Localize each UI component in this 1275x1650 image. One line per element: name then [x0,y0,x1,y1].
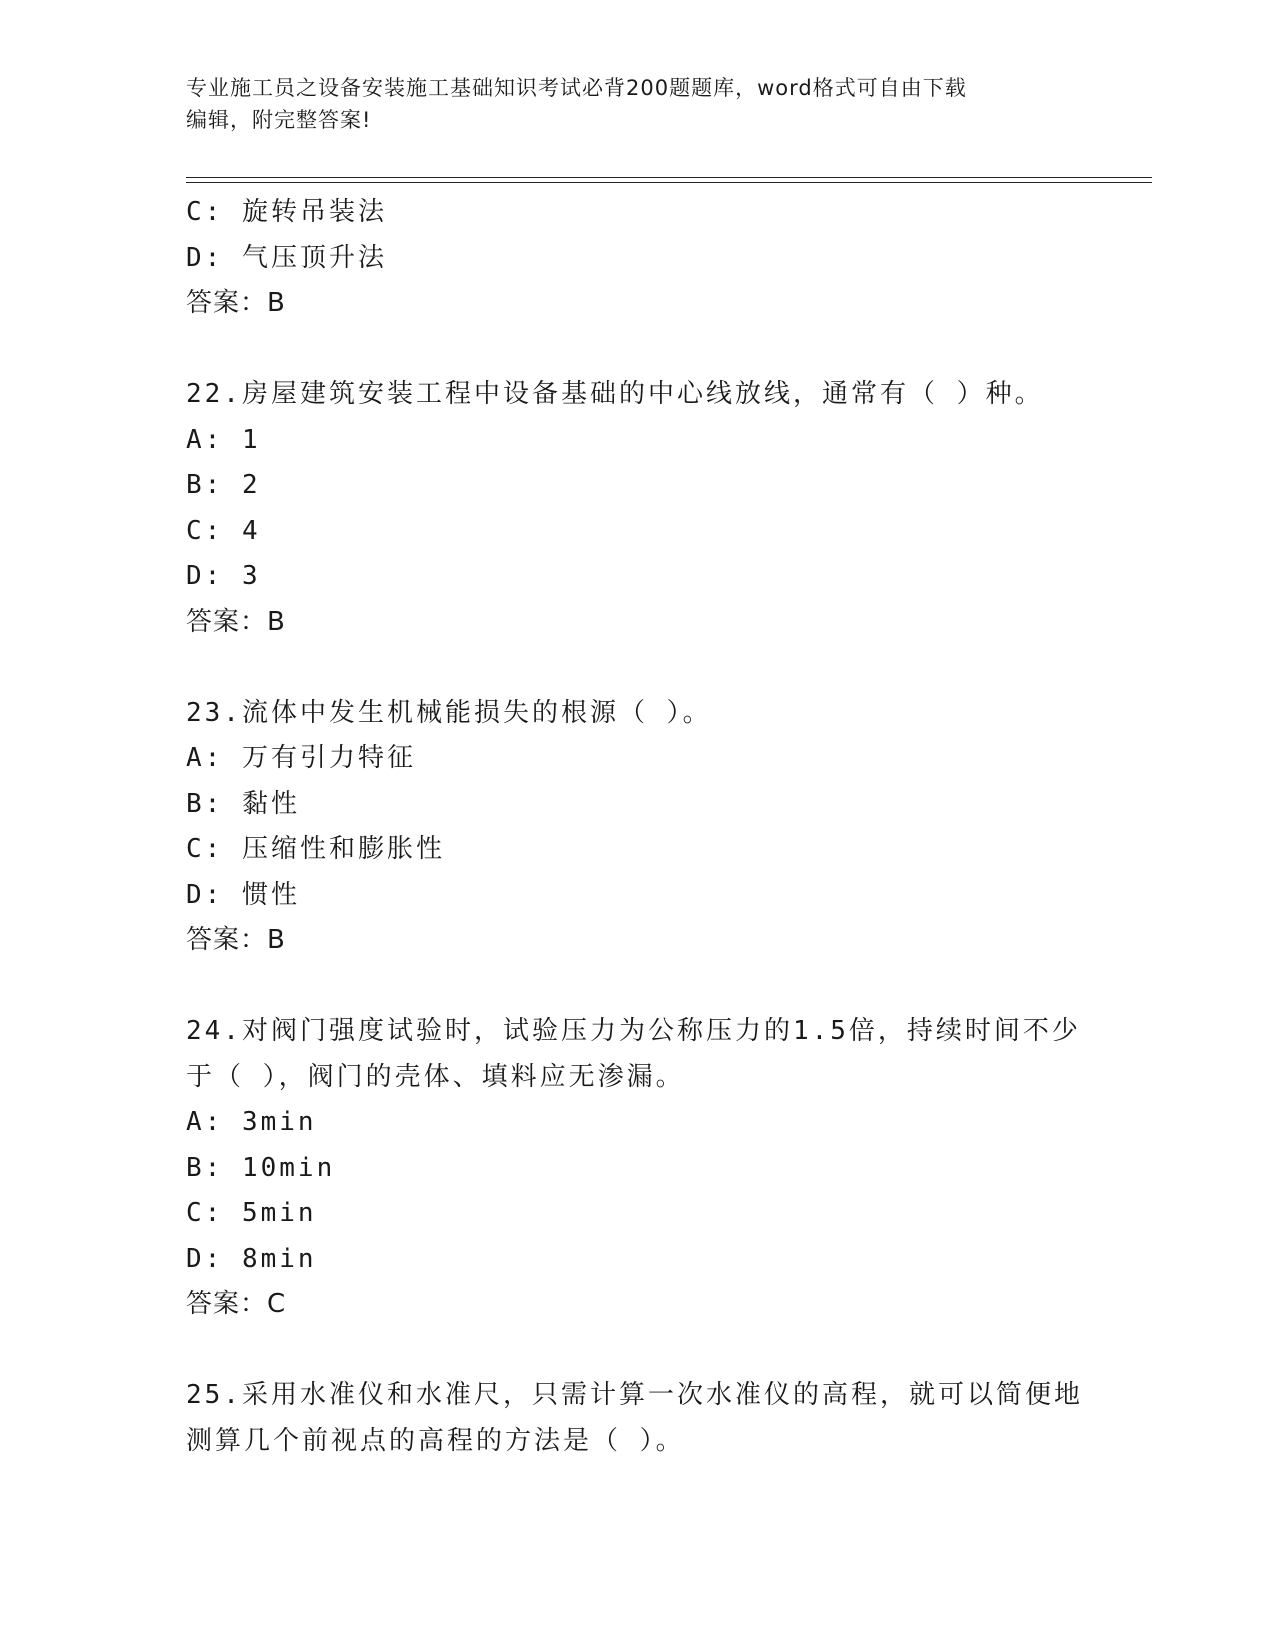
q23-option-a: A: 万有引力特征 [186,743,416,773]
q21-option-d: D: 气压顶升法 [186,242,387,273]
header-divider-bottom [186,182,1152,183]
q23-question: 23.流体中发生机械能损失的根源（ ）。 [186,697,712,728]
header-title-line1: 专业施工员之设备安装施工基础知识考试必背200题题库，word格式可自由下载 [186,76,967,100]
question-23 [186,691,1086,964]
question-25 [186,1373,1086,1464]
header-title-line2: 编辑，附完整答案! [186,108,372,132]
q25-question-line2: 测算几个前视点的高程的方法是（ ）。 [186,1425,685,1456]
q24-option-a: A: 3min [186,1107,317,1137]
q24-option-c: C: 5min [186,1198,317,1228]
question-21 [186,190,1086,327]
spacer [186,1328,1086,1374]
q24-question-line1: 24.对阀门强度试验时，试验压力为公称压力的1.5倍，持续时间不少 [186,1016,1081,1046]
q25-question-line1: 25.采用水准仪和水准尺，只需计算一次水准仪的高程，就可以简便地 [186,1380,1083,1410]
q24-question-line2: 于（ ），阀门的壳体、填料应无渗漏。 [186,1061,685,1092]
question-22 [186,372,1086,645]
q22-question: 22.房屋建筑安装工程中设备基础的中心线放线，通常有（ ）种。 [186,379,1044,409]
spacer [186,645,1086,691]
q22-answer: 答案：B [186,606,286,637]
q21-option-c: C: 旋转吊装法 [186,197,387,227]
q22-option-b: B: 2 [186,470,261,500]
spacer [186,964,1086,1010]
question-list [186,190,1086,1464]
q23-option-c: C: 压缩性和膨胀性 [186,834,445,864]
q22-option-c: C: 4 [186,515,261,546]
question-24 [186,1009,1086,1328]
q23-option-b: B: 黏性 [186,788,300,819]
q22-option-a: A: 1 [186,424,261,455]
q22-option-d: D: 3 [186,561,261,591]
q24-option-b: B: 10min [186,1152,336,1183]
q21-answer: 答案：B [186,288,286,318]
q24-answer: 答案：C [186,1289,287,1319]
q23-option-d: D: 惯性 [186,879,300,910]
spacer [186,327,1086,373]
q23-answer: 答案：B [186,925,286,955]
q24-option-d: D: 8min [186,1243,317,1274]
page-header [186,72,1066,136]
header-divider-top [186,177,1152,178]
